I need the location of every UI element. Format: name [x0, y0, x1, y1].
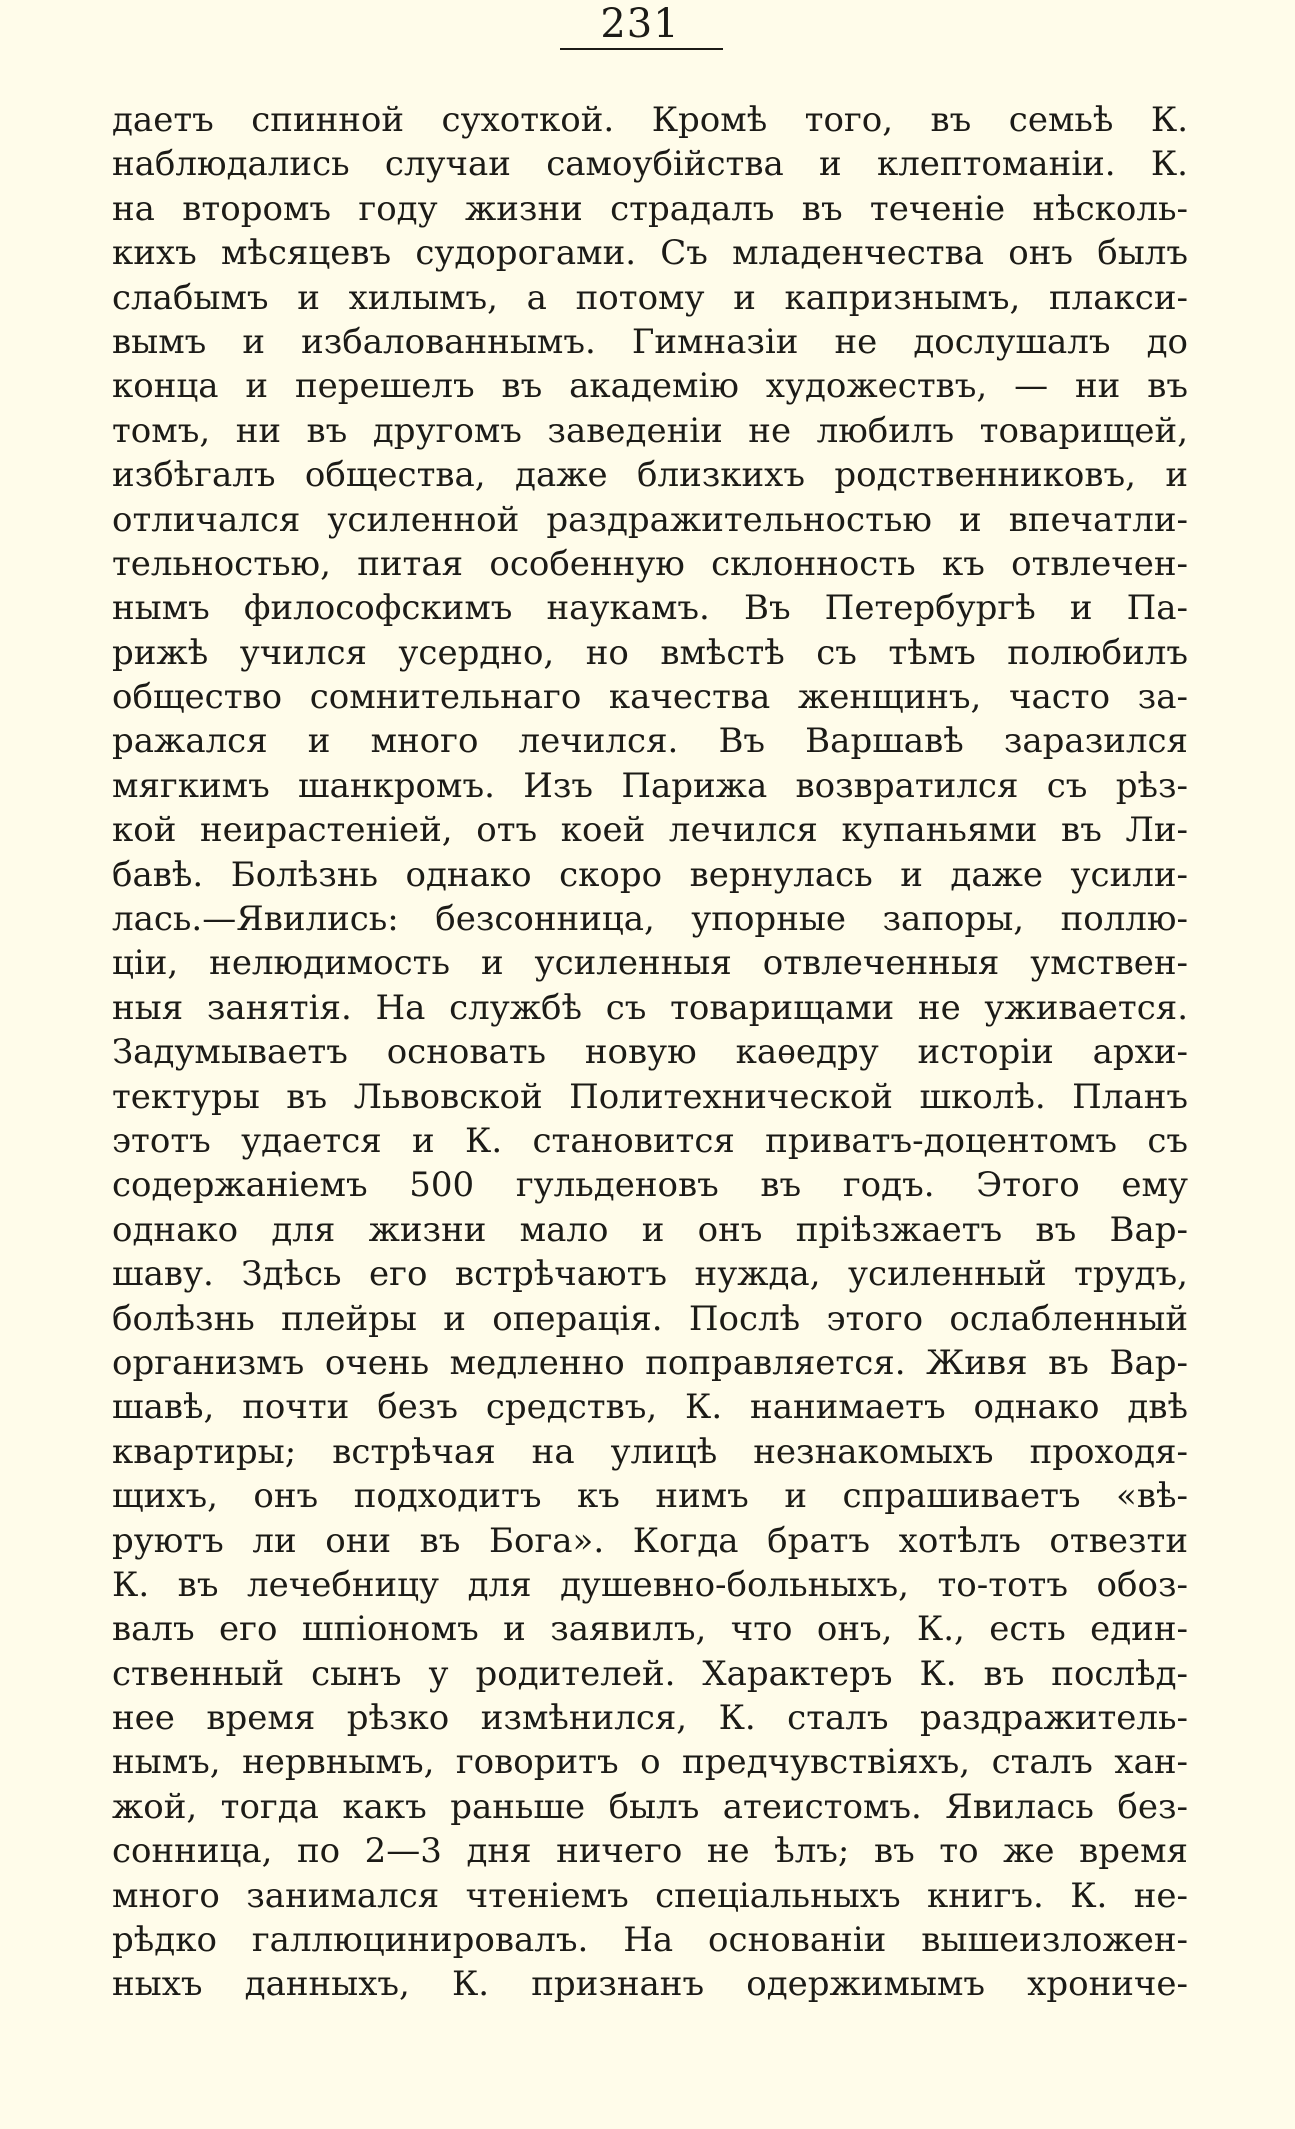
text-line: ныя занятія. На службѣ съ товарищами не уживается.: [112, 987, 1188, 1028]
text-line: нымъ философскимъ наукамъ. Въ Петербургѣ и Па-: [112, 588, 1188, 629]
text-line: слабымъ и хилымъ, а потому и капризнымъ, плакси-: [112, 277, 1188, 318]
page-number: 231: [600, 1, 680, 47]
text-line: наблюдались случаи самоубійства и клептоманіи. К.: [112, 144, 1188, 185]
text-line: валъ его шпіономъ и заявилъ, что онъ, К., есть един-: [112, 1609, 1188, 1650]
text-line: организмъ очень медленно поправляется. Живя въ Вар-: [112, 1342, 1188, 1383]
text-line: кихъ мѣсяцевъ судорогами. Съ младенчества онъ былъ: [112, 233, 1188, 274]
text-line: однако для жизни мало и онъ пріѣзжаетъ въ Вар-: [112, 1209, 1188, 1250]
text-line: ціи, нелюдимость и усиленныя отвлеченныя умствен-: [112, 943, 1188, 984]
text-line: на второмъ году жизни страдалъ въ теченіе нѣсколь-: [112, 188, 1188, 229]
text-line: рижѣ учился усердно, но вмѣстѣ съ тѣмъ полюбилъ: [112, 632, 1188, 673]
text-line: руютъ ли они въ Бога». Когда братъ хотѣлъ отвезти: [112, 1520, 1188, 1561]
text-line: вымъ и избалованнымъ. Гимназіи не дослушалъ до: [112, 321, 1188, 362]
text-line: щихъ, онъ подходитъ къ нимъ и спрашиваетъ «вѣ-: [112, 1476, 1188, 1517]
text-line: конца и перешелъ въ академію художествъ, — ни въ: [112, 366, 1188, 407]
text-line: содержаніемъ 500 гульденовъ въ годъ. Этого ему: [112, 1165, 1188, 1206]
text-line: рѣдко галлюцинировалъ. На основаніи вышеизложен-: [112, 1920, 1188, 1961]
body-text: [112, 98, 1188, 2007]
text-line: общество сомнительнаго качества женщинъ, часто за-: [112, 677, 1188, 718]
text-line: шаву. Здѣсь его встрѣчаютъ нужда, усиленный трудъ,: [112, 1254, 1188, 1295]
text-line: этотъ удается и К. становится приватъ-доцентомъ съ: [112, 1120, 1188, 1161]
text-line: сонница, по 2—3 дня ничего не ѣлъ; въ то же время: [112, 1831, 1188, 1872]
text-line: К. въ лечебницу для душевно-больныхъ, то-тотъ обоз-: [112, 1564, 1188, 1605]
text-line: бавѣ. Болѣзнь однако скоро вернулась и даже усили-: [112, 854, 1188, 895]
text-line: квартиры; встрѣчая на улицѣ незнакомыхъ проходя-: [112, 1431, 1188, 1472]
text-line: шавѣ, почти безъ средствъ, К. нанимаетъ однако двѣ: [112, 1387, 1188, 1428]
text-line: нее время рѣзко измѣнился, К. сталъ раздражитель-: [112, 1698, 1188, 1739]
text-line: много занимался чтеніемъ спеціальныхъ книгъ. К. не-: [112, 1875, 1188, 1916]
text-line: томъ, ни въ другомъ заведеніи не любилъ товарищей,: [112, 410, 1188, 451]
text-line: избѣгалъ общества, даже близкихъ родственниковъ, и: [112, 455, 1188, 496]
header-rule: [560, 48, 723, 50]
text-line: кой неирастеніей, отъ коей лечился купаньями въ Ли-: [112, 810, 1188, 851]
text-line: жой, тогда какъ раньше былъ атеистомъ. Явилась без-: [112, 1786, 1188, 1827]
text-line: лась.—Явились: безсонница, упорные запоры, поллю-: [112, 899, 1188, 940]
text-line: ныхъ данныхъ, К. признанъ одержимымъ хрониче-: [112, 1964, 1188, 2005]
text-line: тельностью, питая особенную склонность къ отвлечен-: [112, 543, 1188, 584]
text-line: ражался и много лечился. Въ Варшавѣ заразился: [112, 721, 1188, 762]
text-line: даетъ спинной сухоткой. Кромѣ того, въ семьѣ К.: [112, 100, 1188, 140]
page-header: [0, 0, 1295, 60]
text-line: мягкимъ шанкромъ. Изъ Парижа возвратился съ рѣз-: [112, 765, 1188, 806]
text-line: ственный сынъ у родителей. Характеръ К. въ послѣд-: [112, 1653, 1188, 1694]
text-line: нымъ, нервнымъ, говоритъ о предчувствіяхъ, сталъ хан-: [112, 1742, 1188, 1783]
text-line: Задумываетъ основать новую каѳедру исторіи архи-: [112, 1032, 1188, 1073]
text-line: болѣзнь плейры и операція. Послѣ этого ослабленный: [112, 1298, 1188, 1339]
text-line: отличался усиленной раздражительностью и впечатли-: [112, 499, 1188, 540]
text-line: тектуры въ Львовской Политехнической школѣ. Планъ: [112, 1076, 1188, 1117]
